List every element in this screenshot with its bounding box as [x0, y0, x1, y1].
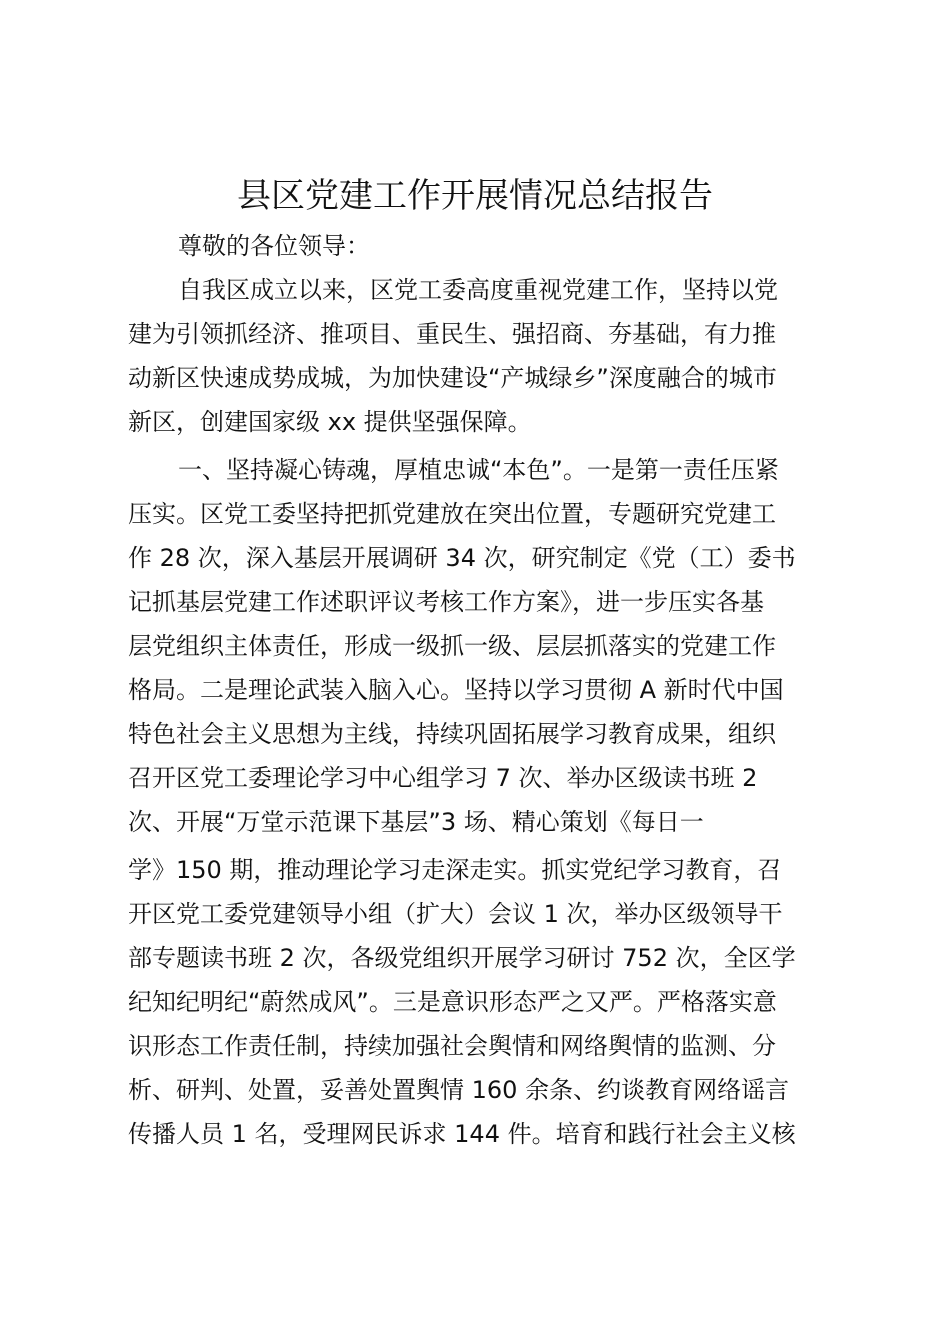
paragraph-line: 自我区成立以来，区党工委高度重视党建工作，坚持以党: [178, 276, 778, 304]
paragraph-line: 压实。区党工委坚持把抓党建放在突出位置，专题研究党建工: [128, 500, 776, 528]
paragraph-line: 作 28 次，深入基层开展调研 34 次，研究制定《党（工）委书: [128, 544, 796, 572]
paragraph-line: 格局。二是理论武装入脑入心。坚持以学习贯彻 A 新时代中国: [128, 676, 784, 704]
paragraph-line: 层党组织主体责任，形成一级抓一级、层层抓落实的党建工作: [128, 632, 776, 660]
paragraph-line: 次、开展“万堂示范课下基层”3 场、精心策划《每日一: [128, 808, 704, 836]
paragraph-line: 开区党工委党建领导小组（扩大）会议 1 次，举办区级领导干: [128, 900, 783, 928]
paragraph-line: 析、研判、处置，妥善处置舆情 160 余条、约谈教育网络谣言: [128, 1076, 790, 1104]
paragraph-line: 动新区快速成势成城，为加快建设“产城绿乡”深度融合的城市: [128, 364, 777, 392]
salutation: 尊敬的各位领导：: [178, 232, 370, 260]
document-title: 县区党建工作开展情况总结报告: [237, 176, 713, 216]
paragraph-line: 召开区党工委理论学习中心组学习 7 次、举办区级读书班 2: [128, 764, 758, 792]
paragraph-line: 建为引领抓经济、推项目、重民生、强招商、夯基础，有力推: [128, 320, 776, 348]
paragraph-line: 新区，创建国家级 xx 提供坚强保障。: [128, 408, 532, 436]
paragraph-line: 学》150 期，推动理论学习走深走实。抓实党纪学习教育，召: [128, 856, 782, 884]
paragraph-line: 纪知纪明纪“蔚然成风”。三是意识形态严之又严。严格落实意: [128, 988, 777, 1016]
paragraph-line: 部专题读书班 2 次，各级党组织开展学习研讨 752 次，全区学: [128, 944, 796, 972]
paragraph-line: 记抓基层党建工作述职评议考核工作方案》，进一步压实各基: [128, 588, 764, 616]
paragraph-line: 一、坚持凝心铸魂，厚植忠诚“本色”。一是第一责任压紧: [178, 456, 779, 484]
paragraph-line: 传播人员 1 名，受理网民诉求 144 件。培育和践行社会主义核: [128, 1120, 796, 1148]
paragraph-line: 识形态工作责任制，持续加强社会舆情和网络舆情的监测、分: [128, 1032, 776, 1060]
paragraph-line: 特色社会主义思想为主线，持续巩固拓展学习教育成果，组织: [128, 720, 776, 748]
